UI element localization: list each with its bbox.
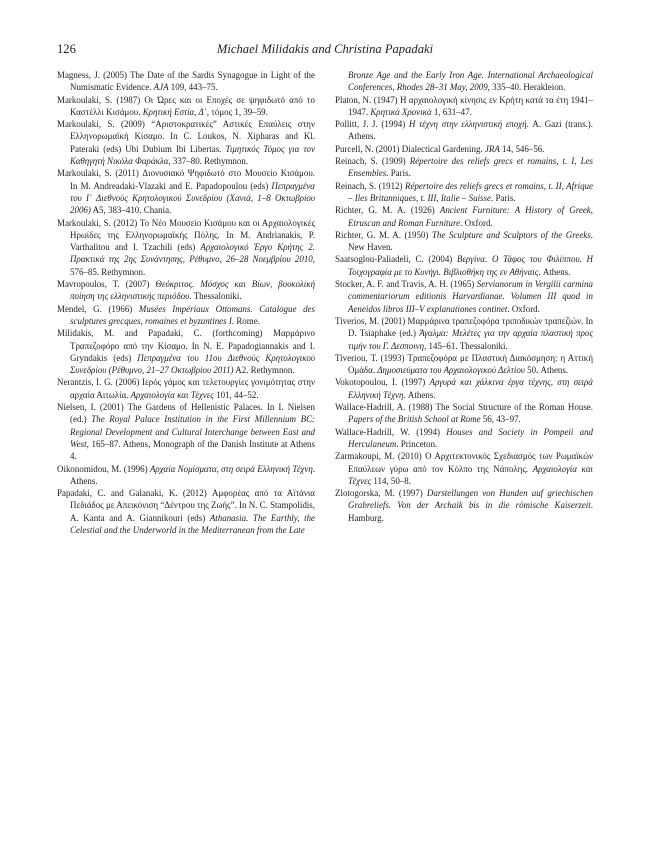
reference-text: Stocker, A. F. and Travis, A. H. (1965) xyxy=(335,279,477,290)
reference-entry xyxy=(335,487,593,524)
reference-text: , 576–85. Rethymnon. xyxy=(70,254,315,277)
reference-text: Platon, N. (1947) Η αρχαιολογική κίνησις εν Κρήτη κατά τα έτη 1941–1947. xyxy=(335,94,593,117)
reference-entry xyxy=(335,155,593,180)
reference-entry xyxy=(335,450,593,487)
reference-entry xyxy=(335,180,593,205)
reference-title-italic: Bronze Age and the Early Iron Age. International Archaeological Conferences, Rhodes 28–31 May, 2009 xyxy=(348,70,593,93)
reference-text: Mendel, G. (1966) xyxy=(57,303,139,314)
reference-text: . New Haven. xyxy=(348,229,593,253)
reference-entry xyxy=(57,217,315,278)
reference-text: 14, 546–56. xyxy=(499,143,545,154)
reference-text: . Rome. xyxy=(231,315,260,326)
reference-text: Purcell, N. (2001) Dialectical Gardening. xyxy=(335,143,485,154)
reference-title-italic: Πεπραγμένα του Ι΄ Διεθνούς Κρητολογικού Συνεδρίου (Χανιά, 1–8 Οκτωβρίου 2006) xyxy=(70,180,315,216)
reference-title-italic: Δημοσιεύματα του Αρχαιολογικού Δελτίου xyxy=(377,365,525,376)
reference-text: Reinach, S. (1909) xyxy=(335,156,410,167)
reference-text: Wallace-Hadrill, W. (1994) xyxy=(335,426,447,437)
reference-title-italic: Αρχαία Νομίσματα, στη σειρά Ελληνική Τέχνη xyxy=(149,463,313,474)
reference-text: Zlotogorska, M. (1997) xyxy=(335,488,427,499)
reference-title-italic: Η τέχνη στην ελληνιστική εποχή xyxy=(408,119,527,130)
reference-text: Α5, 383–410. Chania. xyxy=(90,205,172,216)
reference-title-italic: Βεργίνα. Ο Τάφος του Φιλίππου. Η Τοιχογραφία με το Κυνήγι. Βιβλιοθήκη της εν Αθήναις xyxy=(348,254,593,277)
reference-text: , τόμος 1, 39–59. xyxy=(206,106,268,117)
reference-title-italic: Κρητική Εστία, Δ΄ xyxy=(142,106,207,117)
reference-entry xyxy=(57,94,315,119)
bibliography-column-left xyxy=(57,69,315,536)
reference-entry xyxy=(335,315,593,352)
reference-text: , 145–61. Thessaloniki. xyxy=(424,340,508,351)
reference-entry xyxy=(57,278,315,303)
reference-title-italic: Αρχαιολογία και Τέχνες xyxy=(348,463,594,486)
reference-text: Tiveriou, T. (1993) Τραπεζοφόρα με Πλαστική Διακόσμηση: η Αττική Ομάδα. xyxy=(335,352,593,376)
reference-text: . Hamburg. xyxy=(348,500,593,523)
reference-text: Reinach, S. (1912) xyxy=(335,180,406,191)
reference-text: , 335–40. Herakleion. xyxy=(487,82,566,93)
reference-title-italic: Musées Impériaux Ottomans. Catalogue des sculptures grecques, romaines et byzantines I xyxy=(70,303,315,326)
reference-text: . Princeton. xyxy=(396,438,438,449)
reference-title-italic: Κρητικά Χρονικά xyxy=(370,106,432,117)
reference-text: 114, 50–8. xyxy=(371,475,412,486)
reference-text: Richter, G. M. A. (1926) xyxy=(335,205,440,216)
reference-text: Wallace-Hadrill, A. (1988) The Social Structure of the Roman House. xyxy=(335,402,593,413)
reference-text: Markoulaki, S. (1987) Οι Ώρες και οι Εποχές σε ψηφιδωτό από το Καστέλλι Κισάμου. xyxy=(57,94,315,117)
reference-text: Milidakis, M. and Papadaki, C. (forthcoming) Μαρμάρινο Τραπεζοφόρο από την Κίσαμο. In N. E. Papadogiannakis and I. Gryndakis (eds) xyxy=(57,328,315,363)
reference-title-italic: The Royal Palace Institution in the First Millennium BC: Regional Development and Cultural Interchange between East and West xyxy=(70,414,316,449)
reference-entry xyxy=(57,69,315,94)
reference-entry-continued xyxy=(335,69,593,94)
reference-title-italic: Répertoire des reliefs grecs et romains, t. II, Afrique – Iles Britanniques, t. III, Italie – Suisse xyxy=(348,180,593,203)
reference-entry xyxy=(335,94,593,119)
reference-entry xyxy=(335,426,593,451)
reference-entry xyxy=(335,118,593,143)
reference-text: . Paris. xyxy=(386,168,411,179)
reference-entry xyxy=(57,401,315,462)
reference-title-italic: Αρχαιολογικό Έργο Κρήτης 2. Πρακτικά της 2ης Συνάντησης, Ρέθυμνο, 26–28 Νοεμβρίου 2010 xyxy=(70,242,315,265)
reference-entry xyxy=(57,167,315,216)
reference-entry xyxy=(57,463,315,488)
reference-text: Α2. Rethymnon. xyxy=(233,365,295,376)
reference-text: , 337–80. Rethymnon. xyxy=(168,156,249,167)
reference-title-italic: Θεόκριτος. Μόσχος και Βίων, βουκολική ποίηση της ελληνιστικής περιόδου xyxy=(70,279,316,302)
reference-text: 1, 631–47. xyxy=(431,106,472,117)
reference-text: 50. Athens. xyxy=(524,365,569,376)
reference-text: Saatsoglou-Paliadeli, C. (2004) xyxy=(335,254,458,265)
reference-entry xyxy=(57,118,315,167)
reference-title-italic: Athanasia. The Earthly, the Celestial and the Underworld in the Mediterranean from the Late xyxy=(70,512,316,535)
reference-text: , 165–87. Athens, Monograph of the Danish Institute at Athens 4. xyxy=(70,438,315,462)
reference-text: Mavropoulos, T. (2007) xyxy=(57,279,156,290)
reference-text: . Oxford. xyxy=(460,217,493,228)
reference-entry xyxy=(335,229,593,254)
running-title: Michael Milidakis and Christina Papadaki xyxy=(216,42,434,56)
running-header xyxy=(57,42,593,58)
reference-text: Tiverios, M. (2001) Μαρμάρινα τραπεζοφόρα τριποδικών τραπεζιών. In D. Tsiaphake (ed.) xyxy=(335,315,593,339)
reference-title-italic: Αργυρά και χάλκινα έργα τέχνης, στη σειρά Ελληνική Τέχνη xyxy=(348,377,593,400)
reference-text: 109, 443–75. xyxy=(168,82,218,93)
reference-text: . Athens. xyxy=(70,463,315,486)
bibliography-column-right xyxy=(335,69,593,524)
reference-entry xyxy=(335,352,593,377)
reference-title-italic: Πεπραγμένα του 11ου Διεθνούς Κρητολογικού Συνεδρίου (Ρέθυμνο, 21–27 Οκτωβρίου 2011) xyxy=(70,352,315,376)
reference-entry xyxy=(57,376,315,401)
reference-text: . A. Gazi (trans.). Athens. xyxy=(348,119,593,142)
reference-entry xyxy=(335,143,593,155)
reference-text: Richter, G. M. A. (1950) xyxy=(335,229,432,240)
reference-text: Papadaki, C. and Galanaki, K. (2012) Αμφορέας από τα Αϊτάνια Πεδιάδος με Απεικόνιση “Δέντρου της Ζωής”. In N. C. Stampolidis, A. Kanta and A. Giannikouri (eds) xyxy=(57,488,316,523)
reference-title-italic: Άγαλμα: Μελέτες για την αρχαία πλαστική προς τιμήν του Γ. Δεσποινη xyxy=(348,328,593,351)
reference-text: Zarmakoupi, M. (2010) Ο Αρχιτεκτονικός Σχεδιασμός των Ρωμαϊκών Επαύλεων γύρω από τον Κόλπο της Νάπολης. xyxy=(335,451,593,474)
reference-title-italic: Ancient Furniture: A History of Greek, Etruscan and Roman Furniture xyxy=(348,205,593,228)
reference-title-italic: Αρχαιολογία και Τέχνες xyxy=(130,389,214,400)
reference-text: . Oxford. xyxy=(507,303,540,314)
reference-entry xyxy=(57,303,315,328)
reference-text: 101, 44–52. xyxy=(213,389,259,400)
reference-text: Markoulaki, S. (2011) Διονυσιακό Ψηφιδωτό στο Μουσείο Κισάμου. In M. Andreadaki-Vlazaki and E. Papadopoulou (eds) xyxy=(57,168,315,191)
reference-title-italic: JRA xyxy=(484,143,500,154)
reference-text: Vokotopoulou, I. (1997) xyxy=(335,377,430,388)
reference-entry xyxy=(335,204,593,229)
reference-text: Markoulaki, S. (2012) Το Νέο Μουσείο Κισάμου και οι Αρχαιολογικές Ηρωίδες της Ελληνορωμαϊκής Πόλης. In M. Andrianakis, P. Varthalitou and I. Tzachili (eds) xyxy=(57,217,315,253)
reference-text: Magness, J. (2005) The Date of the Sardis Synagogue in Light of the Numismatic Evidence. xyxy=(57,70,315,93)
reference-text: Nielsen, I. (2001) The Gardens of Hellenistic Palaces. In I. Nielsen (ed.) xyxy=(57,402,315,425)
reference-title-italic: Servianorum in Vergilii carmina commentariorum editionis Harvardianae. Volumen III quod in Aeneidos libros III–V explanationes continet xyxy=(348,279,593,314)
reference-title-italic: The Sculpture and Sculptors of the Greeks xyxy=(431,229,591,240)
reference-title-italic: Papers of the British School at Rome xyxy=(348,414,481,425)
reference-title-italic: Darstellungen von Hunden auf griechischen Grabreliefs. Von der Archaik bis in die römische Kaiserzeit xyxy=(348,488,593,511)
reference-text: Markoulaki, S. (2009) “Αριστοκρατικές” Αστικές Επαύλεις στην Ελληνορωμαϊκή Κίσαμο. In C. Loukos, N. Xipharas and Kl. Pateraki (eds) Ubi Dubium Ibi Libertas. xyxy=(57,119,315,154)
reference-title-italic: AJA xyxy=(153,82,169,93)
reference-text: Nerantzis, I. G. (2006) Ιερός γάμος και τελετουργίες γονιμότητας στην αρχαία Αιτωλία. xyxy=(57,377,315,400)
reference-text: . Thessaloniki. xyxy=(189,291,242,302)
reference-entry xyxy=(335,253,593,278)
reference-text: . Athens. xyxy=(538,266,571,277)
reference-text: Oikonomidou, M. (1996) xyxy=(57,463,150,474)
reference-entry xyxy=(335,376,593,401)
reference-entry xyxy=(335,401,593,426)
reference-title-italic: Houses and Society in Pompeii and Herculaneum xyxy=(348,426,594,449)
reference-title-italic: Τιμητικός Τόμος για τον Καθηγητή Νικόλα Φαράκλα xyxy=(70,143,315,167)
reference-text: 56, 43–97. xyxy=(480,414,521,425)
reference-entry xyxy=(57,327,315,376)
reference-entry xyxy=(57,487,315,536)
page-number: 126 xyxy=(57,42,76,56)
reference-text: . Athens. xyxy=(403,389,436,400)
reference-text: Pollitt, J. J. (1994) xyxy=(335,119,409,130)
reference-entry xyxy=(335,278,593,315)
reference-title-italic: Répertoire des reliefs grecs et romains, t. I, Les Ensembles xyxy=(348,156,593,179)
reference-text: . Paris. xyxy=(490,192,516,203)
